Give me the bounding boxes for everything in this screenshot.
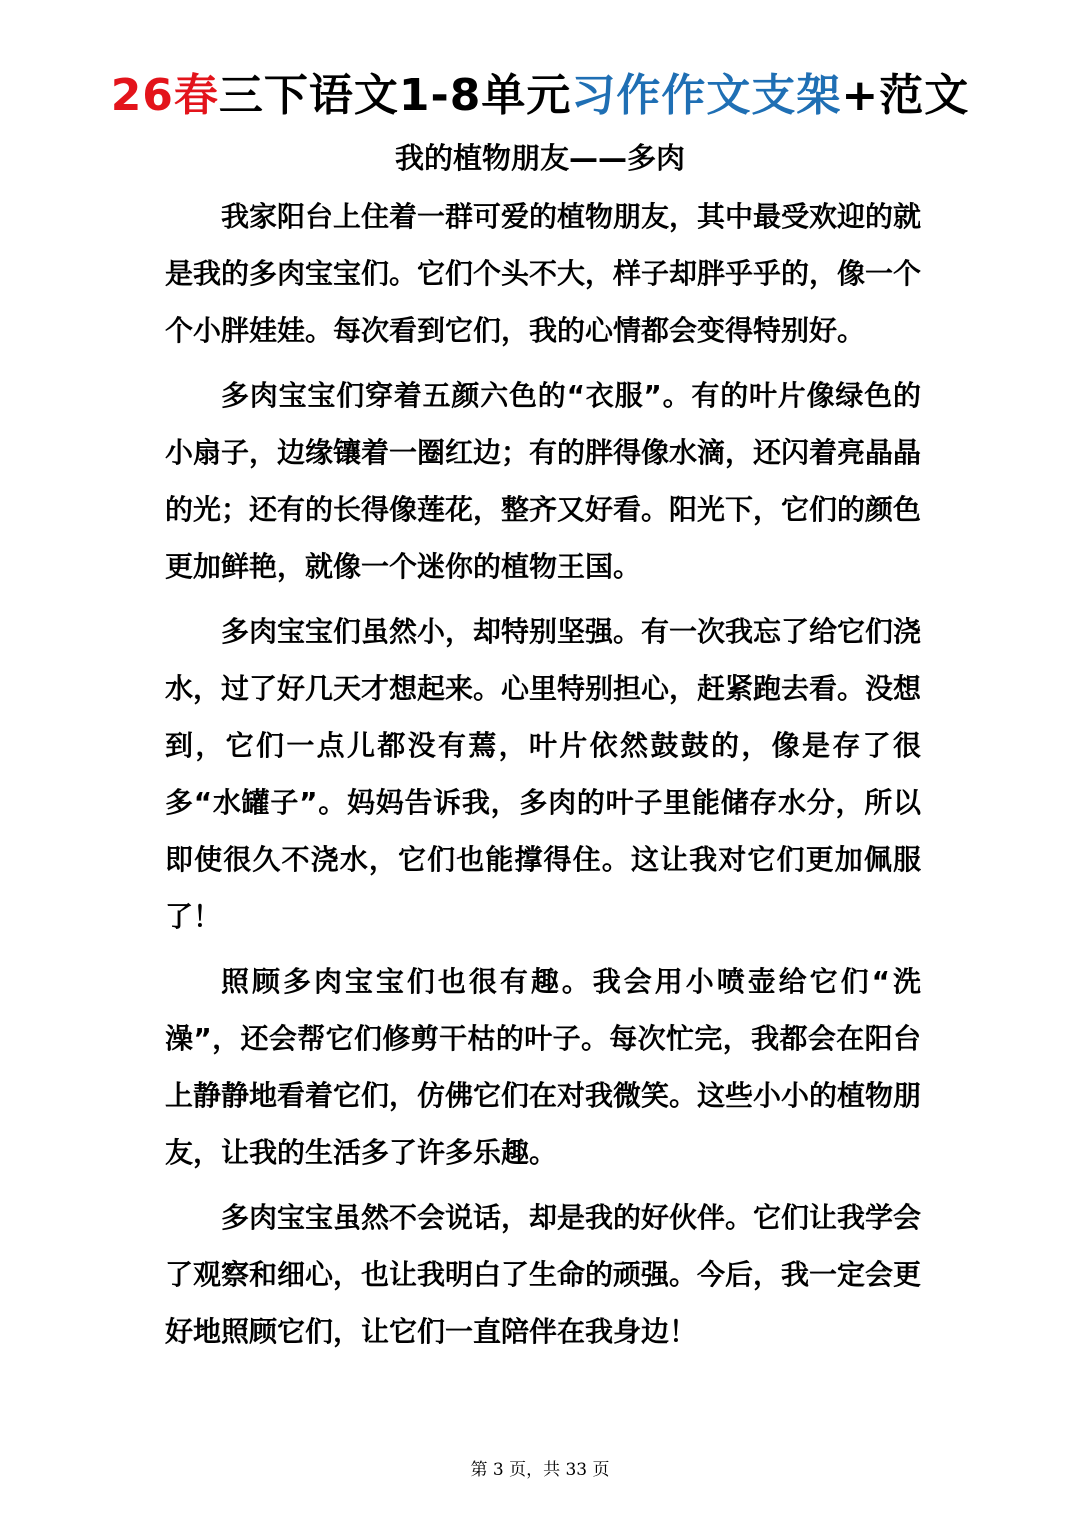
header-title-black-part: 三下语文1-8单元 [218,70,572,121]
document-header-title [0,66,1080,126]
essay-paragraph-5: 多肉宝宝虽然不会说话，却是我的好伙伴。它们让我学会了观察和细心，也让我明白了生命的顽强。今后，我一定会更好地照顾它们，让它们一直陪伴在我身边！ [165,1201,922,1348]
essay-title: 我的植物朋友——多肉 [394,141,685,175]
header-title-end-part: +范文 [841,70,970,121]
essay-paragraph-4: 照顾多肉宝宝们也很有趣。我会用小喷壶给它们“洗澡”，还会帮它们修剪干枯的叶子。每次忙完，我都会在阳台上静静地看着它们，仿佛它们在对我微笑。这些小小的植物朋友，让我的生活多了许多乐趣。 [165,965,922,1169]
essay-paragraph-2: 多肉宝宝们穿着五颜六色的“衣服”。有的叶片像绿色的小扇子，边缘镶着一圈红边；有的胖得像水滴，还闪着亮晶晶的光；还有的长得像莲花，整齐又好看。阳光下，它们的颜色更加鲜艳，就像一个迷你的植物王国。 [165,379,922,583]
header-title-red-part: 26春 [110,70,219,121]
essay-paragraph-3: 多肉宝宝们虽然小，却特别坚强。有一次我忘了给它们浇水，过了好几天才想起来。心里特别担心，赶紧跑去看。没想到，它们一点儿都没有蔫，叶片依然鼓鼓的，像是存了很多“水罐子”。妈妈告诉我，多肉的叶子里能储存水分，所以即使很久不浇水，它们也能撑得住。这让我对它们更加佩服了！ [165,615,922,933]
header-title-blue-part: 习作作文支架 [571,70,842,121]
page-number-footer: 第 3 页，共 33 页 [470,1460,610,1480]
essay-body [165,188,921,1368]
essay-paragraph-1: 我家阳台上住着一群可爱的植物朋友，其中最受欢迎的就是我的多肉宝宝们。它们个头不大，样子却胖乎乎的，像一个个小胖娃娃。每次看到它们，我的心情都会变得特别好。 [165,200,922,347]
